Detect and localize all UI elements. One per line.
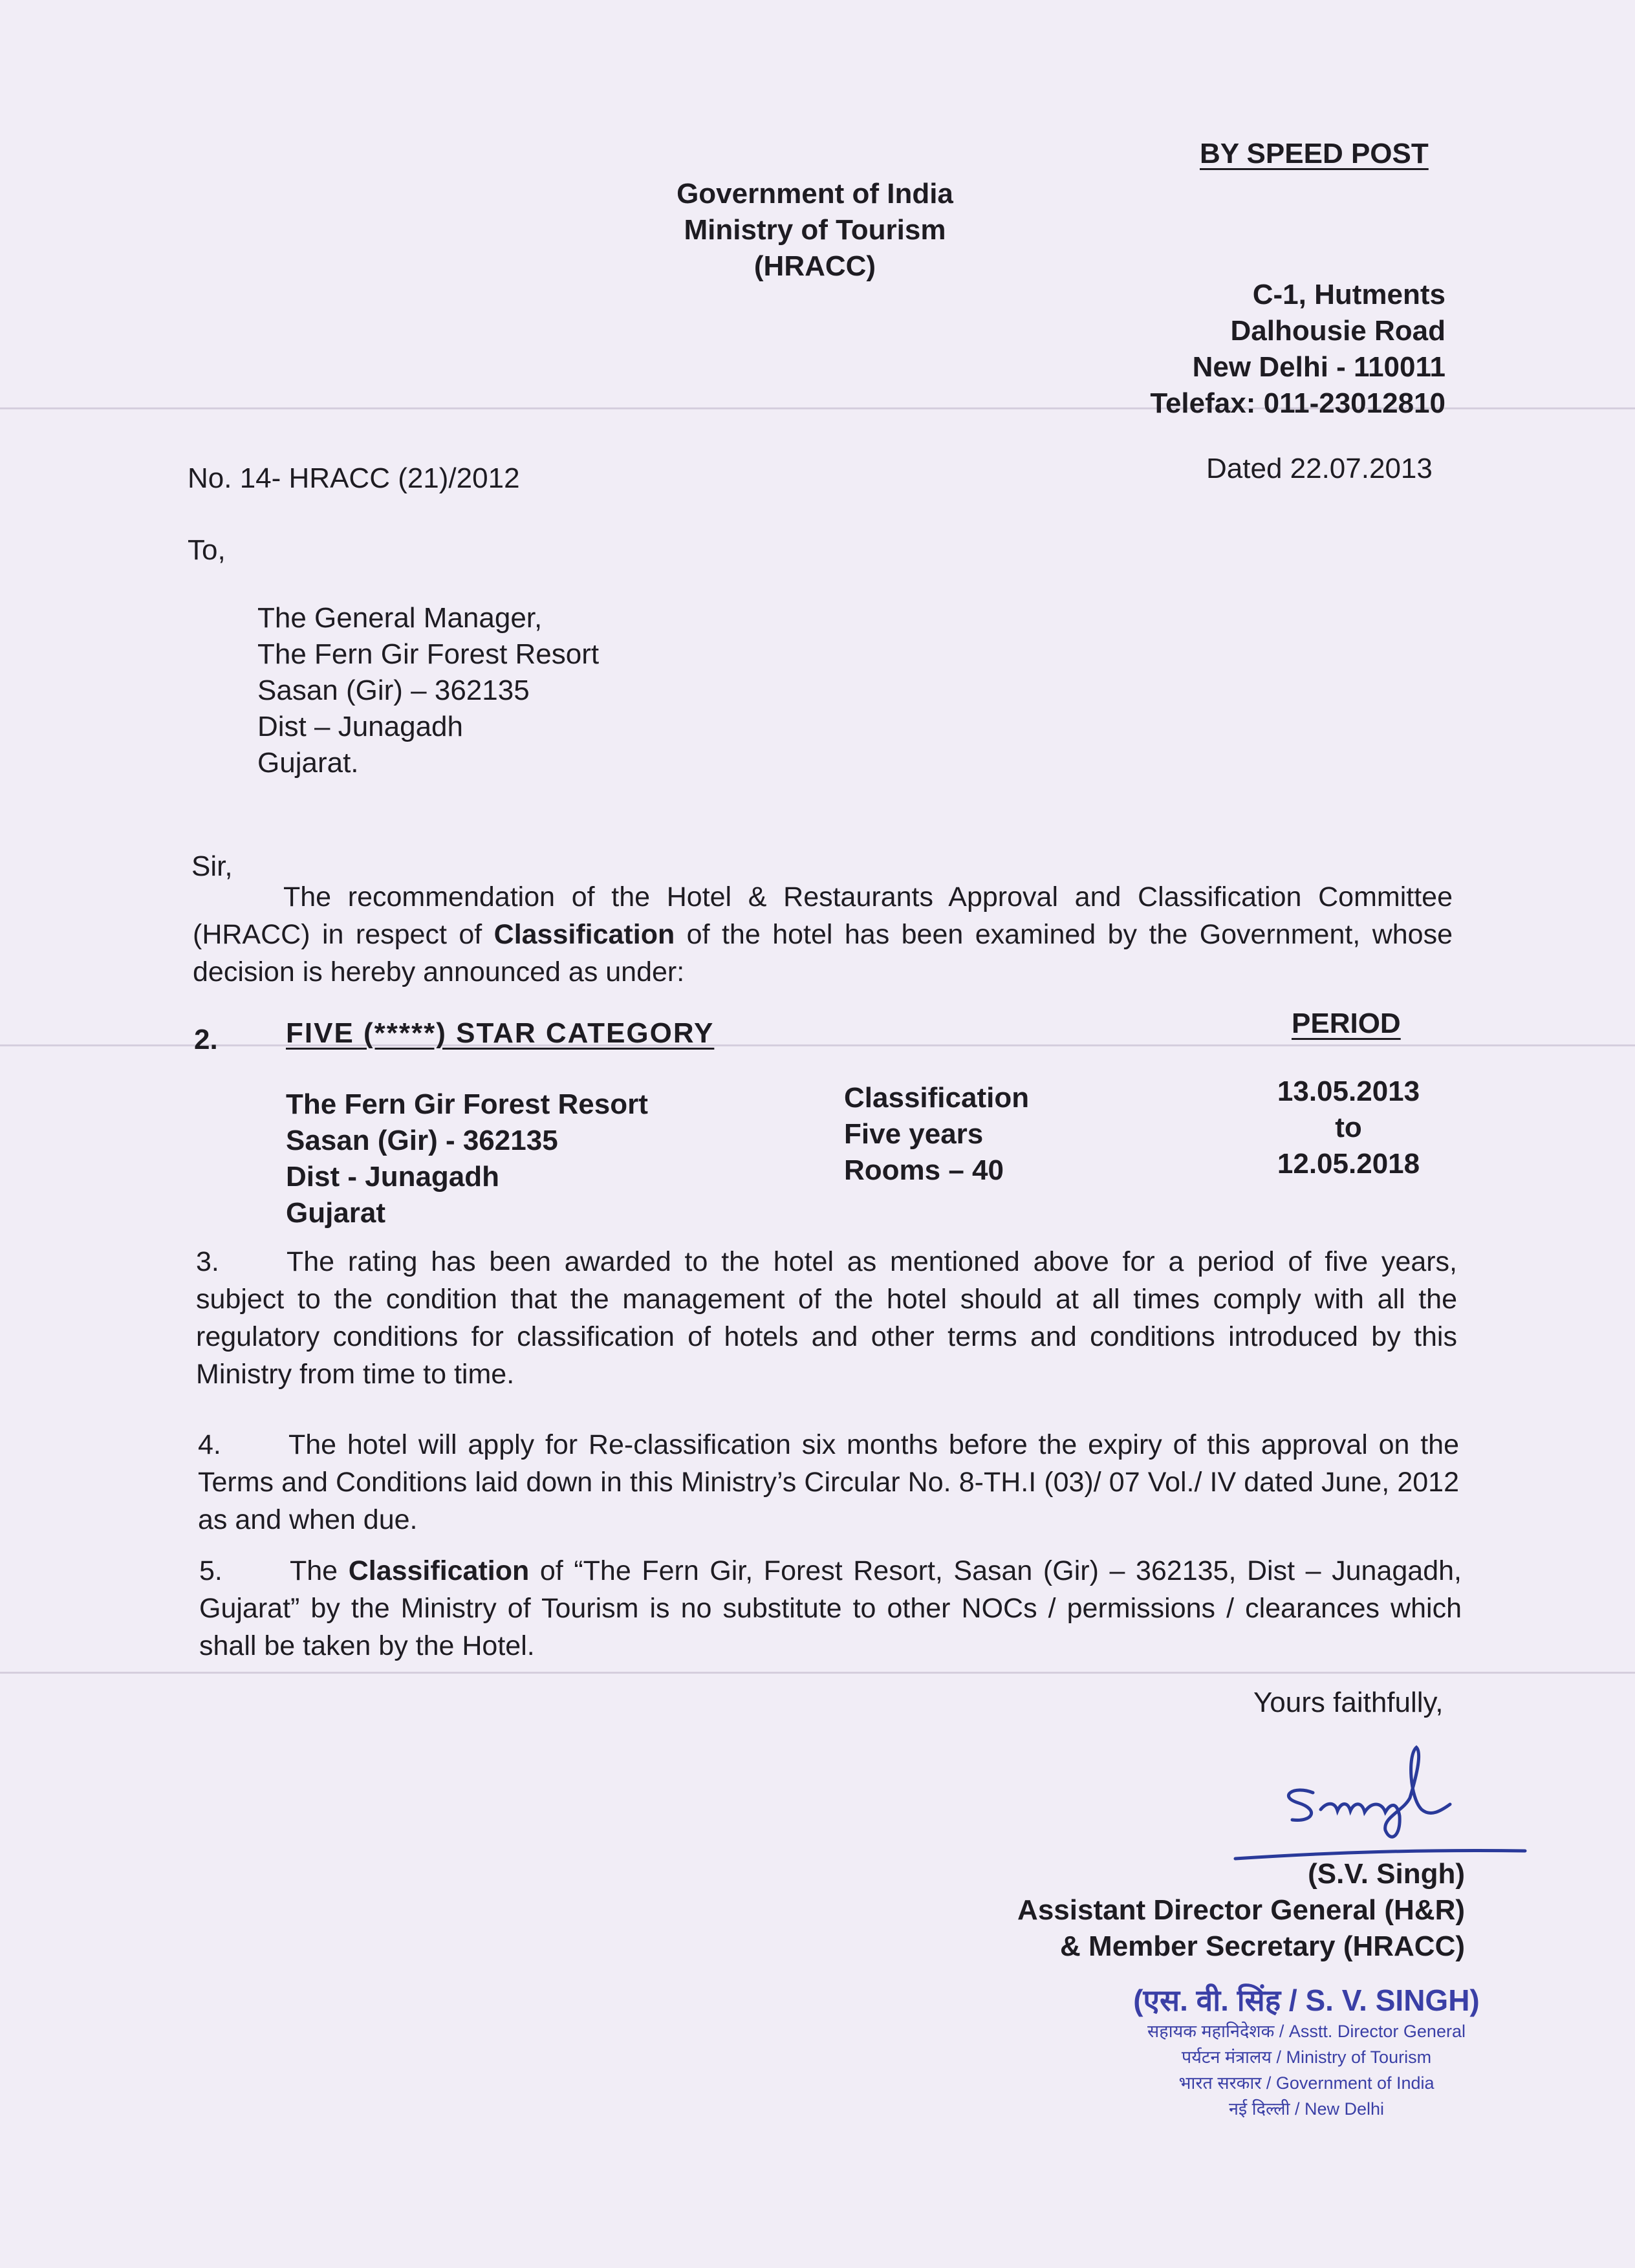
section-number: 2. [194, 1024, 218, 1055]
address-line: Dalhousie Road [1230, 315, 1446, 347]
classification-line: Rooms – 40 [844, 1154, 1004, 1186]
hotel-line: Gujarat [286, 1197, 386, 1229]
category-heading: FIVE (*****) STAR CATEGORY [286, 1017, 715, 1049]
paragraph-text: The hotel will apply for Re-classification six months before the expiry of this approval on the Terms and Conditions laid down in this Ministry’s Circular No. 8-TH.I (03)/ 07 Vol./ IV dated June, 2012 as and when due. [198, 1429, 1459, 1535]
period-range [1261, 1074, 1436, 1182]
salutation: Sir, [191, 850, 233, 882]
signatory-designation: & Member Secretary (HRACC) [1060, 1930, 1465, 1962]
address-line: C-1, Hutments [1252, 279, 1446, 310]
classification-line: Five years [844, 1118, 984, 1150]
sender-address [970, 277, 1446, 422]
to-label: To, [188, 534, 226, 566]
letterhead-org [621, 176, 1009, 285]
official-stamp [1112, 1982, 1500, 2122]
paragraph-text: The [290, 1555, 349, 1586]
recipient-line: Sasan (Gir) – 362135 [257, 675, 530, 706]
closing: Yours faithfully, [1253, 1687, 1444, 1718]
period-end: 12.05.2018 [1277, 1148, 1420, 1180]
signatory-name: (S.V. Singh) [1308, 1858, 1465, 1890]
intro-text: The recommendation of the Hotel & Restaurants Approval and Classification Committee (HRACC) in respect of [193, 881, 1453, 950]
reference-number: No. 14- HRACC (21)/2012 [188, 462, 520, 494]
classification-details [844, 1080, 1029, 1189]
paper-fold-line [0, 1044, 1635, 1046]
paragraph-4 [198, 1426, 1459, 1539]
letter-date: Dated 22.07.2013 [1206, 453, 1433, 484]
period-to: to [1335, 1112, 1362, 1143]
address-line: New Delhi - 110011 [1192, 351, 1446, 383]
telefax: Telefax: 011-23012810 [1150, 387, 1446, 419]
paragraph-3 [196, 1243, 1457, 1393]
org-line: Government of India [677, 178, 953, 210]
stamp-line: भारत सरकार / Government of India [1178, 2073, 1435, 2093]
hotel-line: The Fern Gir Forest Resort [286, 1088, 648, 1120]
intro-paragraph [193, 878, 1453, 991]
recipient-address [257, 600, 599, 781]
period-start: 13.05.2013 [1277, 1075, 1420, 1107]
signatory-designation: Assistant Director General (H&R) [1017, 1894, 1465, 1926]
paper-fold-line [0, 1672, 1635, 1674]
org-line: (HRACC) [753, 250, 876, 282]
classification-line: Classification [844, 1082, 1030, 1114]
stamp-line: नई दिल्ली / New Delhi [1228, 2099, 1385, 2119]
hotel-line: Sasan (Gir) - 362135 [286, 1125, 558, 1156]
paragraph-number: 3. [196, 1246, 219, 1277]
paragraph-bold: Classification [348, 1555, 530, 1586]
recipient-line: Gujarat. [257, 747, 359, 779]
period-label: PERIOD [1292, 1008, 1401, 1039]
stamp-line: सहायक महानिदेशक / Asstt. Director General [1147, 2022, 1466, 2041]
intro-bold: Classification [493, 919, 675, 950]
stamp-line: पर्यटन मंत्रालय / Ministry of Tourism [1181, 2047, 1432, 2067]
paragraph-text: of “The Fern Gir, Forest Resort, Sasan (Gir) – 362135, Dist – Junagadh, Gujarat” by the Ministry of Tourism is no substitute to other NOCs / permissions / clearances which shall be taken by the Hotel. [199, 1555, 1462, 1661]
signature-icon [1216, 1740, 1533, 1869]
stamp-name: (एस. वी. सिंह / S. V. SINGH) [1133, 1983, 1480, 2017]
signatory-block [905, 1856, 1465, 1965]
recipient-line: The Fern Gir Forest Resort [257, 638, 600, 670]
paragraph-text: The rating has been awarded to the hotel as mentioned above for a period of five years, subject to the condition that the management of the hotel should at all times comply with all the regulatory conditions for classification of hotels and other terms and conditions introduced by this Ministry from time to time. [196, 1246, 1457, 1390]
dispatch-mode: BY SPEED POST [1200, 138, 1429, 169]
org-line: Ministry of Tourism [684, 214, 946, 246]
intro-text: of the hotel has been examined by the Government, whose decision is hereby announced as under: [193, 919, 1453, 988]
paragraph-5 [199, 1552, 1462, 1665]
recipient-line: Dist – Junagadh [257, 711, 463, 742]
hotel-line: Dist - Junagadh [286, 1161, 500, 1193]
recipient-line: The General Manager, [257, 602, 543, 634]
paragraph-number: 4. [198, 1429, 221, 1460]
hotel-details [286, 1086, 648, 1231]
paragraph-number: 5. [199, 1555, 222, 1586]
